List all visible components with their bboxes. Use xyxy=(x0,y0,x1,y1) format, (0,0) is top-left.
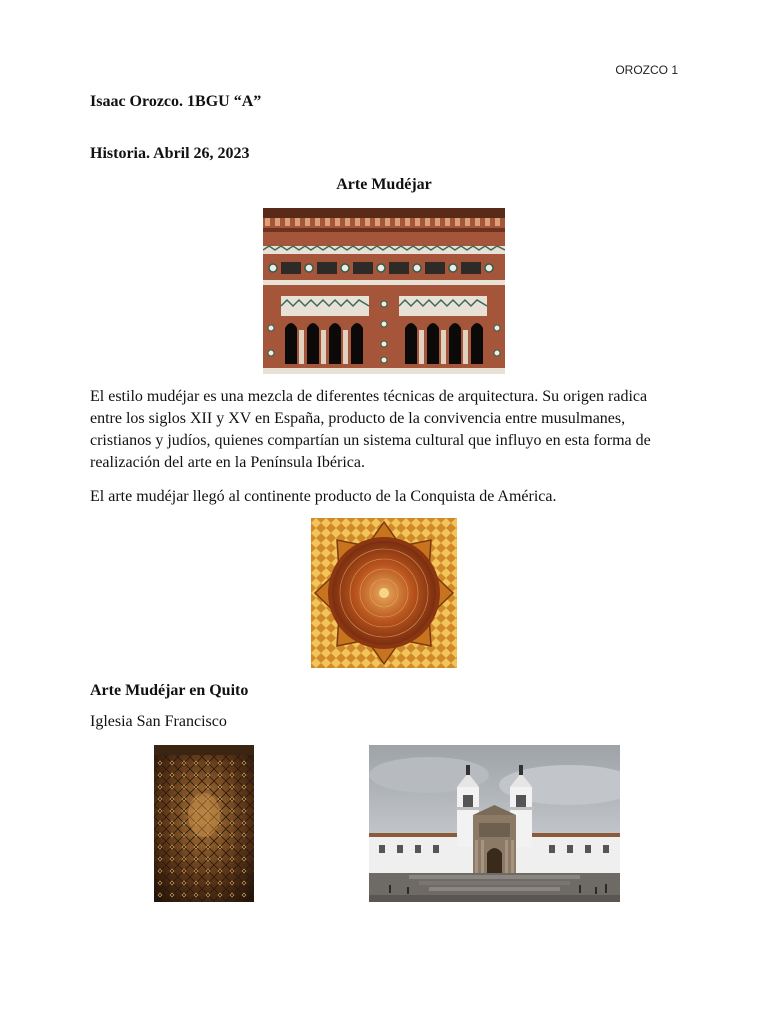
section-heading: Arte Mudéjar en Quito xyxy=(90,682,249,699)
date-line: Historia. Abril 26, 2023 xyxy=(90,145,250,162)
intro-paragraph: El estilo mudéjar es una mezcla de diferentes técnicas de arquitectura. Su origen radica entre los siglos XII y XV en España, producto de la convivencia entre musulmanes, cristianos y judíos, quienes compartían un sistema cultural que influyo en esta forma de realización del arte en la Península Ibérica. xyxy=(90,388,651,471)
san-francisco-church-image xyxy=(369,745,620,902)
author-line: Isaac Orozco. 1BGU “A” xyxy=(90,93,262,110)
subheading: Iglesia San Francisco xyxy=(90,713,227,730)
mudejar-facade-image xyxy=(263,208,505,374)
conquest-paragraph: El arte mudéjar llegó al continente producto de la Conquista de América. xyxy=(90,488,557,505)
dome-ceiling-image xyxy=(311,518,457,668)
church-ceiling-image xyxy=(154,745,254,902)
running-head: OROZCO 1 xyxy=(615,63,678,77)
document-title: Arte Mudéjar xyxy=(336,176,432,193)
